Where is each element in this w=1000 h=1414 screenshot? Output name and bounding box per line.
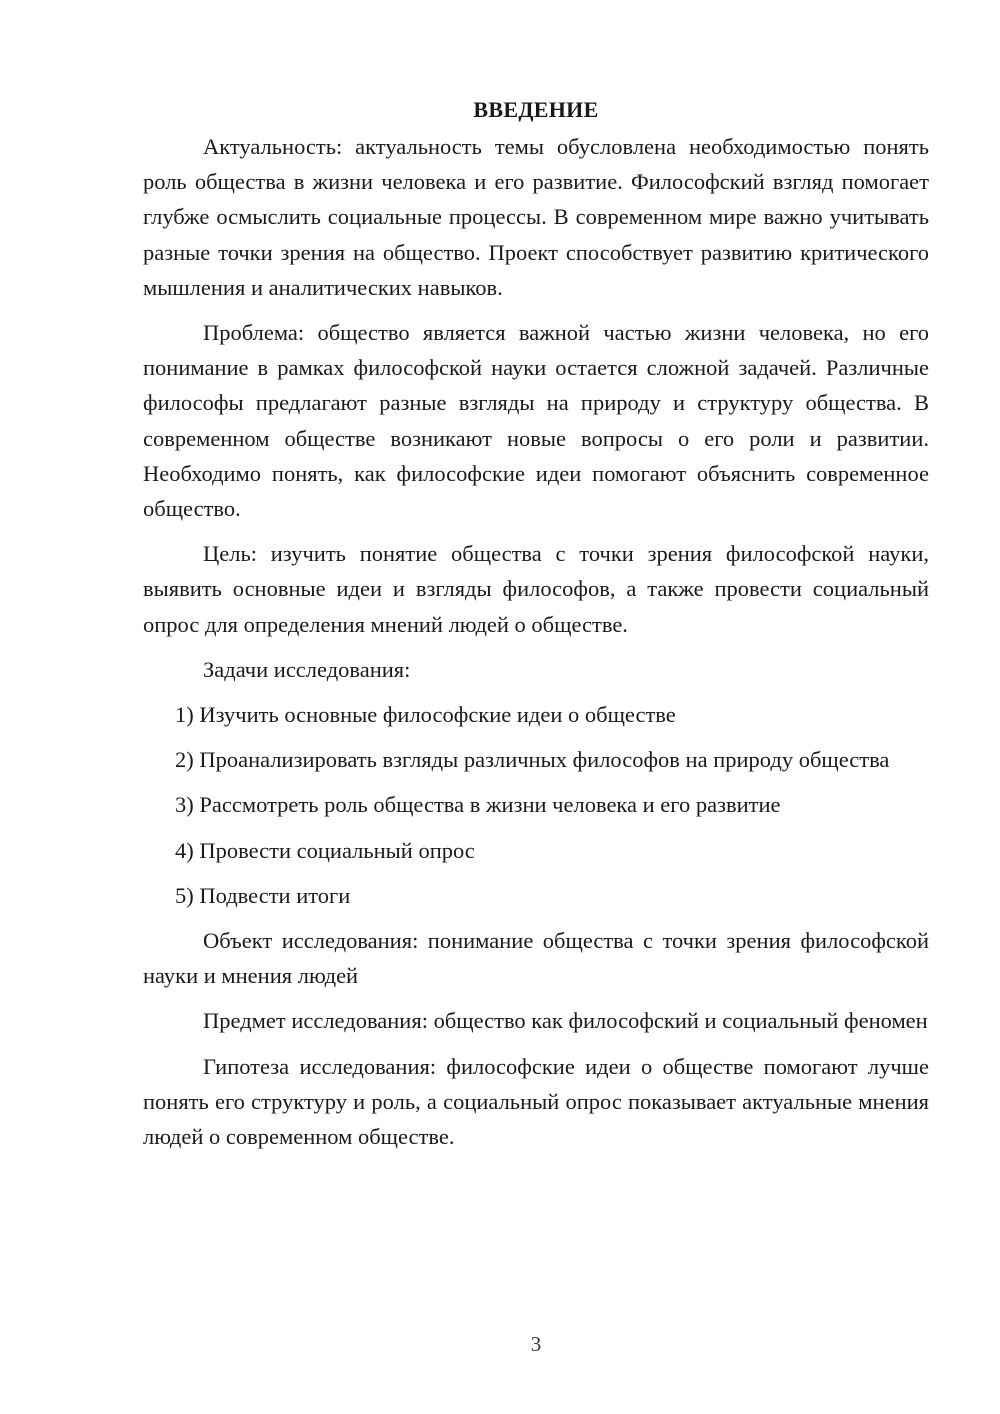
task-item-1: 1) Изучить основные философские идеи о обществе: [175, 702, 676, 728]
tasks-title: Задачи исследования:: [203, 656, 411, 682]
task-item-3: 3) Рассмотреть роль общества в жизни человека и его развитие: [175, 792, 781, 818]
problem-paragraph: Проблема: общество является важной частью жизни человека, но его понимание в рамках философской науки остается сложной задачей. Различные философы предлагают разные взгляды на природу и структуру общества. В современном обществе возникают новые вопросы о его роли и развитии. Необходимо понять, как философские идеи помогают объяснить современное общество.: [143, 320, 929, 522]
research-object-paragraph: Объект исследования: понимание общества с точки зрения философской науки и мнения людей: [143, 928, 929, 989]
document-page: [143, 92, 929, 1164]
research-subject-paragraph: Предмет исследования: общество как философский и социальный феномен: [203, 1008, 928, 1034]
research-hypothesis-paragraph: Гипотеза исследования: философские идеи о обществе помогают лучше понять его структуру и роль, а социальный опрос показывает актуальные мнения людей о современном обществе.: [143, 1053, 929, 1150]
section-heading: ВВЕДЕНИЕ: [473, 97, 599, 122]
page-number: 3: [530, 1332, 542, 1356]
task-item-2: 2) Проанализировать взгляды различных философов на природу общества: [175, 747, 890, 773]
relevance-paragraph: Актуальность: актуальность темы обусловлена необходимостью понять роль общества в жизни человека и его развитие. Философский взгляд помогает глубже осмыслить социальные процессы. В современном мире важно учитывать разные точки зрения на общество. Проект способствует развитию критического мышления и аналитических навыков.: [143, 134, 929, 300]
task-item-4: 4) Провести социальный опрос: [175, 837, 475, 863]
task-item-5: 5) Подвести итоги: [175, 882, 351, 908]
goal-paragraph: Цель: изучить понятие общества с точки зрения философской науки, выявить основные идеи и взгляды философов, а также провести социальный опрос для определения мнений людей о обществе.: [143, 541, 929, 637]
